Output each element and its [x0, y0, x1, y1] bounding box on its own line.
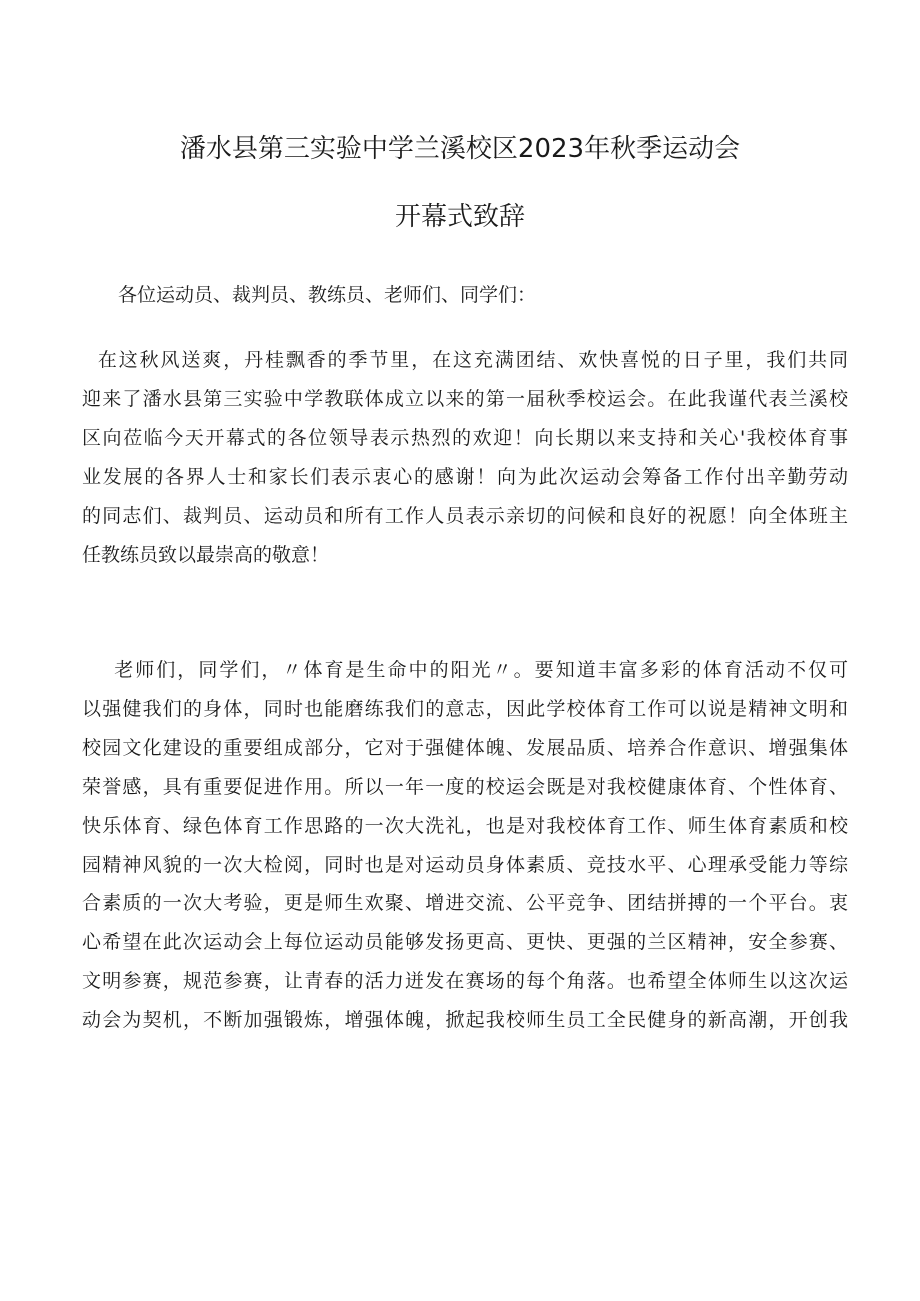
document-title-line-2: 开幕式致辞 [394, 202, 525, 232]
text-line: 校园文化建设的重要组成部分，它对于强健体魄、发展品质、培养合作意识、增强集体 [82, 736, 848, 759]
text-line: 老师们，同学们，〃体育是生命中的阳光〃。要知道丰富多彩的体育活动不仅可 [82, 659, 848, 681]
text-line: 荣誉感，具有重要促进作用。所以一年一度的校运会既是对我校健康体育、个性体育、 [82, 775, 848, 798]
text-line: 合素质的一次大考验，更是师生欢聚、增进交流、公平竞争、团结拼搏的一个平台。衷 [82, 892, 848, 915]
text-line: 快乐体育、绿色体育工作思路的一次大洗礼，也是对我校体育工作、师生体育素质和校 [82, 814, 848, 837]
document-title-line-1: 潘水县第三实验中学兰溪校区2023年秋季运动会 [179, 134, 741, 164]
text-line: 心希望在此次运动会上每位运动员能够发扬更高、更快、更强的兰区精神，安全参赛、 [82, 931, 848, 954]
paragraph-welcome [82, 341, 848, 574]
text-line: 任教练员致以最崇高的敬意！ [82, 543, 330, 566]
text-line: 区向莅临今天开幕式的各位领导表示热烈的欢迎！向长期以来支持和关心'我校体育事 [82, 426, 848, 449]
text-line: 的同志们、裁判员、运动员和所有工作人员表示亲切的问候和良好的祝愿！向全体班主 [82, 504, 848, 527]
text-line: 园精神风貌的一次大检阅，同时也是对运动员身体素质、竞技水平、心理承受能力等综 [82, 853, 848, 876]
text-line: 在这秋风送爽，丹桂飘香的季节里，在这充满团结、欢快喜悦的日子里，我们共同 [82, 349, 848, 371]
text-line: 业发展的各界人士和家长们表示衷心的感谢！向为此次运动会筹备工作付出辛勤劳动 [82, 465, 848, 488]
salutation: 各位运动员、裁判员、教练员、老师们、同学们： [118, 284, 537, 306]
text-line: 迎来了潘水县第三实验中学教联体成立以来的第一届秋季校运会。在此我谨代表兰溪校 [82, 387, 848, 410]
text-line: 以强健我们的身体，同时也能磨练我们的意志，因此学校体育工作可以说是精神文明和 [82, 697, 848, 720]
paragraph-sports-importance [82, 651, 848, 1040]
text-line: 文明参赛，规范参赛，让青春的活力迸发在赛场的每个角落。也希望全体师生以这次运 [82, 970, 848, 993]
text-line: 动会为契机，不断加强锻炼，增强体魄，掀起我校师生员工全民健身的新高潮，开创我 [82, 1009, 848, 1032]
